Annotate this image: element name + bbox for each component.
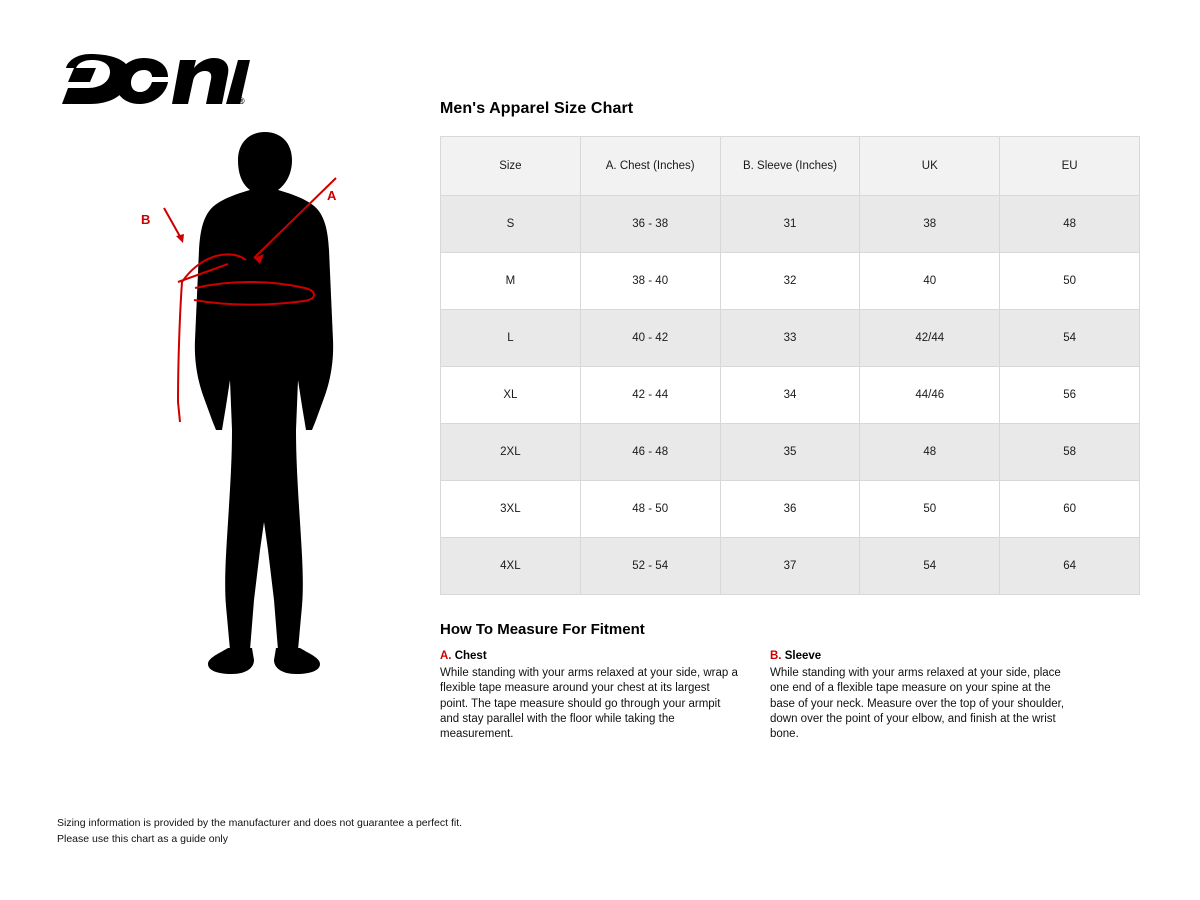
measure-name: Sleeve bbox=[784, 650, 822, 662]
cell-eu: 50 bbox=[1000, 253, 1140, 310]
cell-eu: 54 bbox=[1000, 310, 1140, 367]
cell-sleeve: 32 bbox=[720, 253, 860, 310]
column-header-size: Size bbox=[441, 137, 581, 196]
registered-mark: ® bbox=[238, 96, 245, 106]
figure-label-a: A bbox=[327, 188, 337, 203]
table-row bbox=[441, 196, 1140, 253]
cell-chest: 42 - 44 bbox=[580, 367, 720, 424]
cell-size: S bbox=[441, 196, 581, 253]
how-to-measure-section bbox=[440, 621, 1140, 743]
cell-size: 3XL bbox=[441, 481, 581, 538]
column-header-uk: UK bbox=[860, 137, 1000, 196]
disclaimer-line-1: Sizing information is provided by the manufacturer and does not guarantee a perfect fit. bbox=[57, 817, 463, 829]
table-row bbox=[441, 481, 1140, 538]
disclaimer bbox=[57, 816, 462, 848]
column-header-chest: A. Chest (Inches) bbox=[580, 137, 720, 196]
cell-size: 2XL bbox=[441, 424, 581, 481]
measure-letter: A. bbox=[440, 650, 452, 662]
cell-chest: 36 - 38 bbox=[580, 196, 720, 253]
size-chart-table bbox=[440, 136, 1140, 595]
icon-logo-icon bbox=[60, 48, 250, 108]
cell-chest: 46 - 48 bbox=[580, 424, 720, 481]
cell-chest: 48 - 50 bbox=[580, 481, 720, 538]
cell-eu: 58 bbox=[1000, 424, 1140, 481]
table-row bbox=[441, 424, 1140, 481]
cell-sleeve: 35 bbox=[720, 424, 860, 481]
measure-name: Chest bbox=[454, 650, 487, 662]
cell-uk: 50 bbox=[860, 481, 1000, 538]
cell-eu: 56 bbox=[1000, 367, 1140, 424]
cell-uk: 42/44 bbox=[860, 310, 1000, 367]
figure-label-b: B bbox=[141, 212, 151, 227]
table-body bbox=[441, 196, 1140, 595]
cell-sleeve: 36 bbox=[720, 481, 860, 538]
cell-size: M bbox=[441, 253, 581, 310]
measure-item-text: While standing with your arms relaxed at your side, wrap a flexible tape measure around your chest at its largest point. The tape measure should go through your armpit and stay parallel with the floor while taking the measurement. bbox=[440, 667, 738, 741]
measure-item-text: While standing with your arms relaxed at your side, place one end of a flexible tape measure on your spine at the base of your neck. Measure over the top of your shoulder, down over the point of your elbow, and finish at the wrist bone. bbox=[770, 667, 1065, 741]
cell-chest: 52 - 54 bbox=[580, 538, 720, 595]
cell-eu: 60 bbox=[1000, 481, 1140, 538]
cell-size: 4XL bbox=[441, 538, 581, 595]
body-silhouette-icon bbox=[120, 130, 410, 690]
cell-uk: 40 bbox=[860, 253, 1000, 310]
cell-sleeve: 31 bbox=[720, 196, 860, 253]
measure-item-heading bbox=[440, 648, 740, 664]
table-header-row bbox=[441, 137, 1140, 196]
table-row bbox=[441, 253, 1140, 310]
how-to-measure-title: How To Measure For Fitment bbox=[440, 621, 645, 638]
table-header bbox=[441, 137, 1140, 196]
cell-eu: 64 bbox=[1000, 538, 1140, 595]
cell-chest: 40 - 42 bbox=[580, 310, 720, 367]
cell-uk: 44/46 bbox=[860, 367, 1000, 424]
icon-brand-logo bbox=[60, 48, 250, 108]
table-row bbox=[441, 310, 1140, 367]
column-header-eu: EU bbox=[1000, 137, 1140, 196]
cell-uk: 48 bbox=[860, 424, 1000, 481]
cell-size: L bbox=[441, 310, 581, 367]
disclaimer-line-2: Please use this chart as a guide only bbox=[57, 832, 229, 845]
cell-sleeve: 34 bbox=[720, 367, 860, 424]
measure-item-sleeve bbox=[770, 648, 1070, 743]
cell-sleeve: 33 bbox=[720, 310, 860, 367]
chart-column bbox=[440, 100, 1140, 743]
cell-size: XL bbox=[441, 367, 581, 424]
page-title: Men's Apparel Size Chart bbox=[440, 100, 634, 117]
measure-letter: B. bbox=[770, 650, 782, 662]
cell-uk: 54 bbox=[860, 538, 1000, 595]
cell-sleeve: 37 bbox=[720, 538, 860, 595]
table-row bbox=[441, 538, 1140, 595]
measure-item-chest bbox=[440, 648, 740, 743]
table-row bbox=[441, 367, 1140, 424]
cell-uk: 38 bbox=[860, 196, 1000, 253]
cell-chest: 38 - 40 bbox=[580, 253, 720, 310]
column-header-sleeve: B. Sleeve (Inches) bbox=[720, 137, 860, 196]
cell-eu: 48 bbox=[1000, 196, 1140, 253]
measure-item-heading bbox=[770, 648, 1070, 664]
measurement-figure bbox=[120, 130, 410, 690]
